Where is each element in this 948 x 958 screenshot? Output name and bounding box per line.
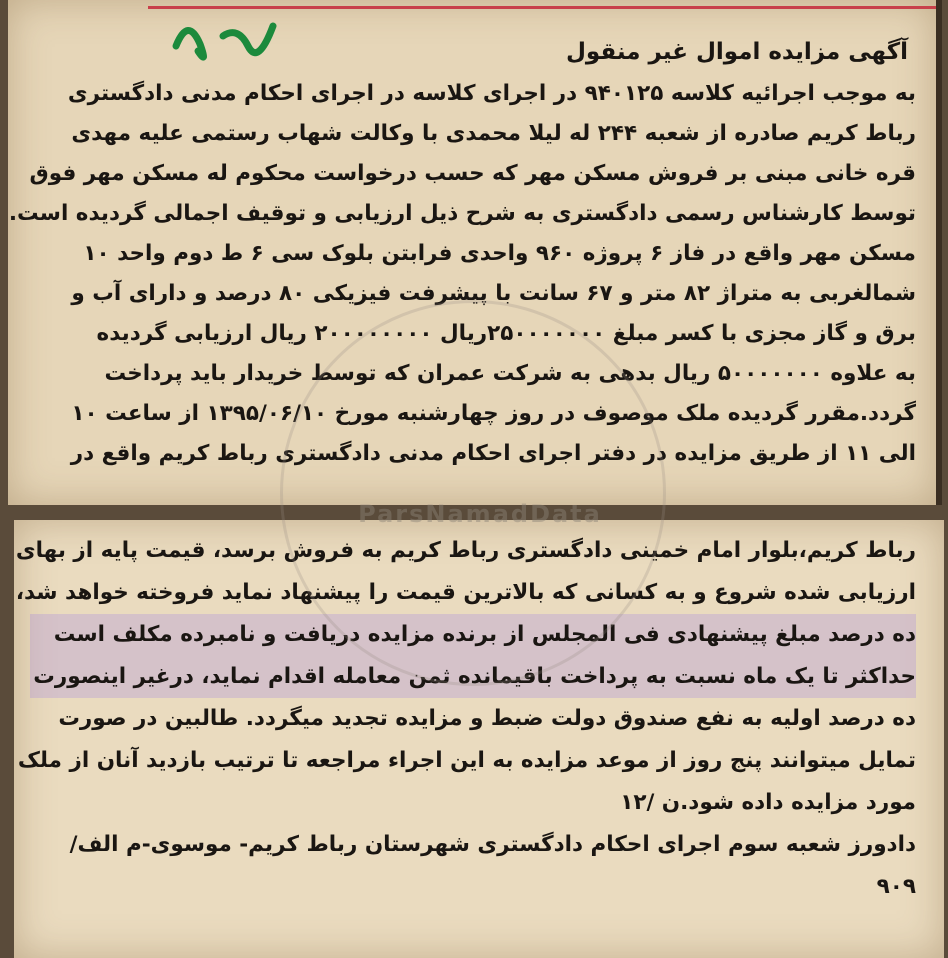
notice-line: الی ۱۱ از طریق مزایده در دفتر اجرای احکام مدنی دادگستری رباط کریم واقع در — [70, 441, 916, 466]
notice-line: مسکن مهر واقع در فاز ۶ پروژه ۹۶۰ واحدی فرابتن بلوک سی ۶ ط دوم واحد ۱۰ — [83, 241, 916, 266]
notice-line: برق و گاز مجزی با کسر مبلغ ۲۵۰۰۰۰۰۰۰ریال ۲۰۰۰۰۰۰۰۰ ریال ارزیابی گردیده — [96, 321, 916, 346]
notice-line: ده درصد مبلغ پیشنهادی فی المجلس از برنده مزایده دریافت و نامبرده مکلف است — [30, 614, 916, 656]
notice-line: ارزیابی شده شروع و به کسانی که بالاترین قیمت را پیشنهاد نماید فروخته خواهد شد، — [15, 580, 916, 605]
watermark-seal — [280, 300, 666, 686]
notice-line: به علاوه ۵۰۰۰۰۰۰۰ ریال بدهی به شرکت عمران که توسط خریدار باید پرداخت — [104, 361, 916, 386]
notice-line: به موجب اجرائیه کلاسه ۹۴۰۱۲۵ در اجرای کلاسه در اجرای احکام مدنی دادگستری — [67, 81, 916, 106]
notice-line: گردد.مقرر گردیده ملک موصوف در روز چهارشنبه مورخ ۱۳۹۵/۰۶/۱۰ از ساعت ۱۰ — [71, 401, 916, 426]
notice-line: شمالغربی به متراژ ۸۲ متر و ۶۷ سانت با پیشرفت فیزیکی ۸۰ درصد و دارای آب و — [71, 281, 916, 306]
notice-line: ۹۰۹ — [876, 874, 916, 899]
notice-title: آگهی مزایده اموال غیر منقول — [565, 39, 908, 65]
notice-line: مورد مزایده داده شود.ن /۱۲ — [620, 790, 916, 815]
notice-line: رباط کریم صادره از شعبه ۲۴۴ له لیلا محمدی با وکالت شهاب رستمی علیه مهدی — [71, 121, 916, 146]
notice-line: ده درصد اولیه به نفع صندوق دولت ضبط و مزایده تجدید میگردد. طالبین در صورت — [58, 706, 916, 731]
notice-line: توسط کارشناس رسمی دادگستری به شرح ذیل ارزیابی و توقیف اجمالی گردیده است. — [8, 201, 916, 226]
notice-line: حداکثر تا یک ماه نسبت به پرداخت باقیمانده ثمن معامله اقدام نماید، درغیر اینصورت — [30, 656, 916, 698]
watermark-text: ParsNamadData — [358, 500, 602, 528]
notice-line: رباط کریم،بلوار امام خمینی دادگستری رباط کریم به فروش برسد، قیمت پایه از بهای — [15, 538, 916, 563]
notice-line: دادورز شعبه سوم اجرای احکام دادگستری شهرستان رباط کریم- موسوی-م الف/ — [69, 832, 916, 857]
notice-line: قره خانی مبنی بر فروش مسکن مهر که حسب درخواست محکوم له مسکن مهر فوق — [29, 161, 916, 186]
notice-line: تمایل میتوانند پنج روز از موعد مزایده به این اجراء مراجعه تا ترتیب بازدید آنان از ملک — [17, 748, 916, 773]
